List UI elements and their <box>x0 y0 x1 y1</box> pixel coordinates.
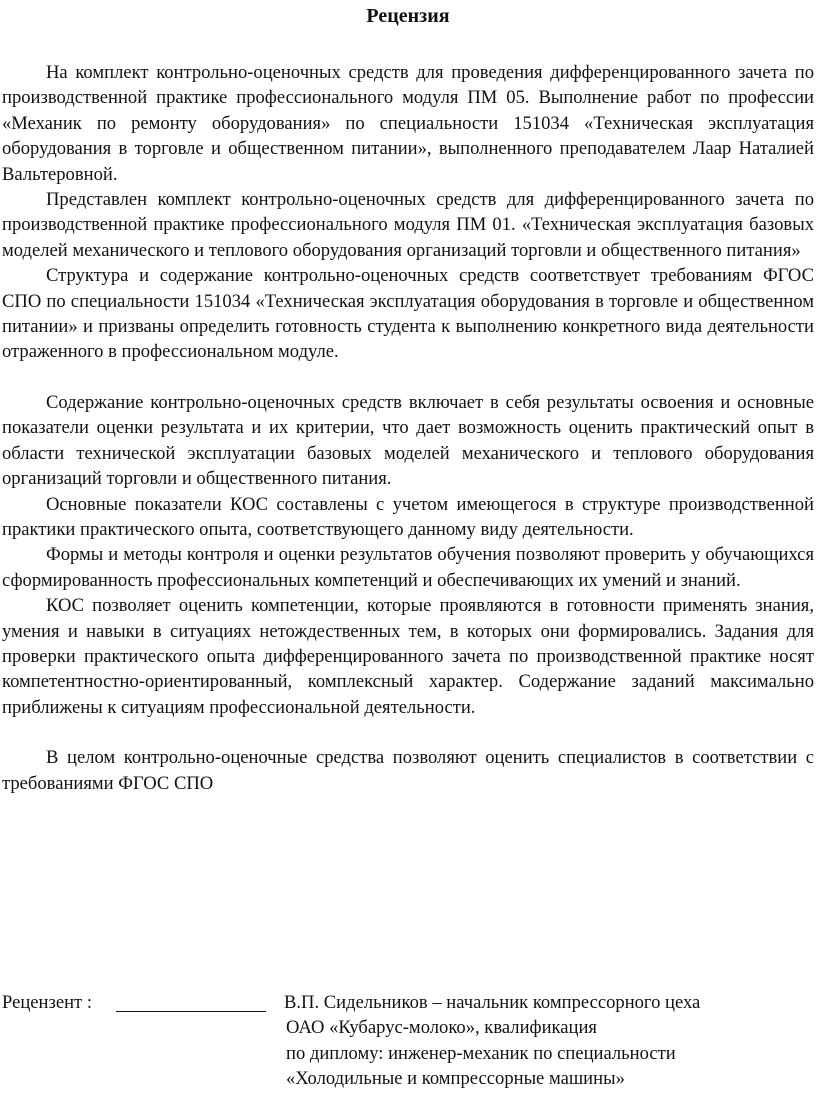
reviewer-line-2: ОАО «Кубарус-молоко», квалификация <box>286 1017 597 1039</box>
signature-row <box>2 990 814 1015</box>
reviewer-line-3: по диплому: инженер-механик по специальности <box>286 1042 676 1064</box>
paragraph-spacer <box>2 720 814 745</box>
paragraph-7: КОС позволяет оценить компетенции, которые проявляются в готовности применять знания, умения и навыки в ситуациях нетождественных тем, в которых они формировались. Задания для проверки практического опыта дифференцированного зачета по производственной практике носят компетентностно-ориентированный, комплексный характер. Содержание заданий максимально приближены к ситуациям профессиональной деятельности. <box>2 595 814 718</box>
paragraph-3: Структура и содержание контрольно-оценочных средств соответствует требованиям ФГОС СПО по специальности 151034 «Техническая эксплуатация оборудования в торговле и общественном питании» и призваны определить готовность студента к выполнению конкретного вида деятельности отраженного в профессиональном модуле. <box>2 265 814 363</box>
signature-block <box>2 990 814 1092</box>
paragraph-1: На комплект контрольно-оценочных средств для проведения дифференцированного зачета по производственной практике профессионального модуля ПМ 05. Выполнение работ по профессии «Механик по ремонту оборудования» по специальности 151034 «Техническая эксплуатация оборудования в торговле и общественном питании», выполненного преподавателем Лаар Наталией Вальтеровной. <box>2 62 814 185</box>
reviewer-line-1: В.П. Сидельников – начальник компрессорного цеха <box>284 992 701 1013</box>
signature-line <box>116 990 266 1012</box>
reviewer-line-4: «Холодильные и компрессорные машины» <box>286 1068 625 1090</box>
reviewer-label: Рецензент : <box>2 992 92 1013</box>
paragraph-6: Формы и методы контроля и оценки результатов обучения позволяют проверить у обучающихся сформированность профессиональных компетенций и обеспечивающих их умений и знаний. <box>2 544 814 591</box>
paragraph-2: Представлен комплект контрольно-оценочных средств для дифференцированного зачета по производственной практике профессионального модуля ПМ 01. «Техническая эксплуатация базовых моделей механического и теплового оборудования организаций торговли и общественного питания» <box>2 189 814 261</box>
paragraph-spacer <box>2 365 814 390</box>
document-body <box>2 60 814 796</box>
paragraph-8: В целом контрольно-оценочные средства позволяют оценить специалистов в соответствии с требованиями ФГОС СПО <box>2 747 814 794</box>
document-title: Рецензия <box>366 5 450 27</box>
paragraph-4: Содержание контрольно-оценочных средств включает в себя результаты освоения и основные показатели оценки результата и их критерии, что дает возможность оценить практический опыт в области технической эксплуатации базовых моделей механического и теплового оборудования организаций торговли и общественного питания. <box>2 391 814 490</box>
paragraph-5: Основные показатели КОС составлены с учетом имеющегося в структуре производственной практики практического опыта, соответствующего данному виду деятельности. <box>2 493 814 540</box>
